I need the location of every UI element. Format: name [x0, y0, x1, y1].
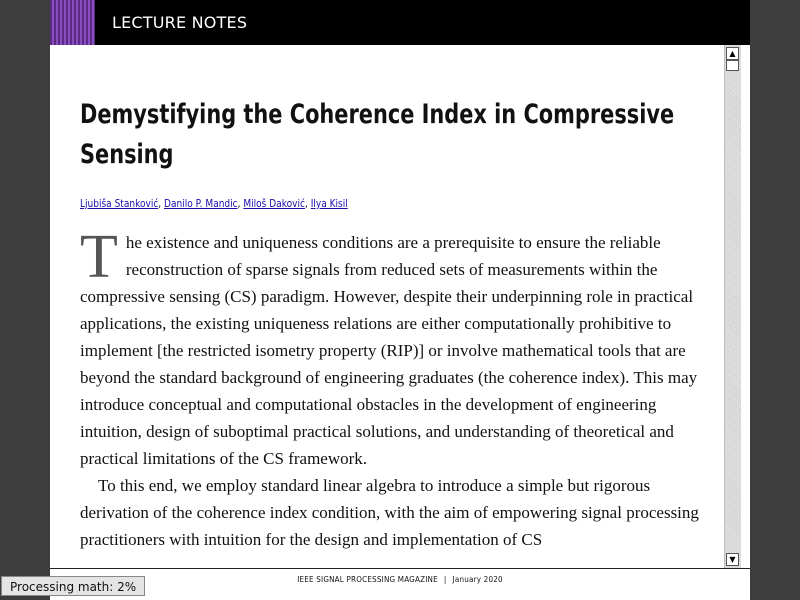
down-arrow-icon: ▼ [729, 555, 736, 564]
drop-cap: T [80, 223, 118, 291]
footer-separator: | [443, 575, 447, 584]
math-processing-status: Processing math: 2% [1, 576, 145, 596]
article-title: Demystifying the Coherence Index in Compressive Sensing [80, 99, 675, 170]
paragraph-text: he existence and uniqueness conditions are a prerequisite to ensure the reliable reconstruction of sparse signals from reduced sets of measurements within the compressive sensing (CS) paradigm. However, despite their underpinning role in practical applications, the existing uniqueness relations are either computationally prohibitive to implement [the restricted isometry property (RIP)] or involve mathematical tools that are beyond the standard background of engineering graduates (the coherence index). This may introduce conceptual and computational obstacles in the development of engineering intuition, design of suboptimal practical solutions, and understanding of theoretical and practical limitations of the CS framework. [80, 233, 698, 468]
footer-divider [50, 568, 750, 569]
section-header [50, 0, 750, 45]
author-link[interactable]: Ilya Kisil [310, 197, 348, 210]
section-label: LECTURE NOTES [112, 13, 248, 32]
footer-magazine: IEEE SIGNAL PROCESSING MAGAZINE [297, 575, 438, 584]
author-link[interactable]: Ljubiša Stanković [80, 197, 159, 210]
scroll-down-button[interactable] [726, 553, 739, 566]
footer-date: January 2020 [452, 575, 503, 584]
article-content [80, 95, 710, 553]
author-list: Ljubiša Stanković, Danilo P. Mandic, Miloš Daković, Ilya Kisil [80, 197, 348, 210]
author-link[interactable]: Miloš Daković [243, 197, 305, 210]
header-stripe-decoration [50, 0, 95, 45]
up-arrow-icon: ▲ [729, 49, 736, 58]
paragraph [80, 223, 710, 472]
paragraph: To this end, we employ standard linear algebra to introduce a simple but rigorous derivation of the coherence index condition, with the aim of empowering signal processing practitioners with intuition for the design and implementation of CS [80, 476, 699, 549]
document-page [50, 0, 750, 600]
scroll-thumb[interactable] [726, 60, 739, 71]
scroll-up-button[interactable] [726, 47, 739, 60]
author-link[interactable]: Danilo P. Mandic [164, 197, 238, 210]
page-footer [50, 575, 750, 584]
article-body [80, 223, 710, 553]
vertical-scrollbar[interactable] [724, 45, 741, 568]
